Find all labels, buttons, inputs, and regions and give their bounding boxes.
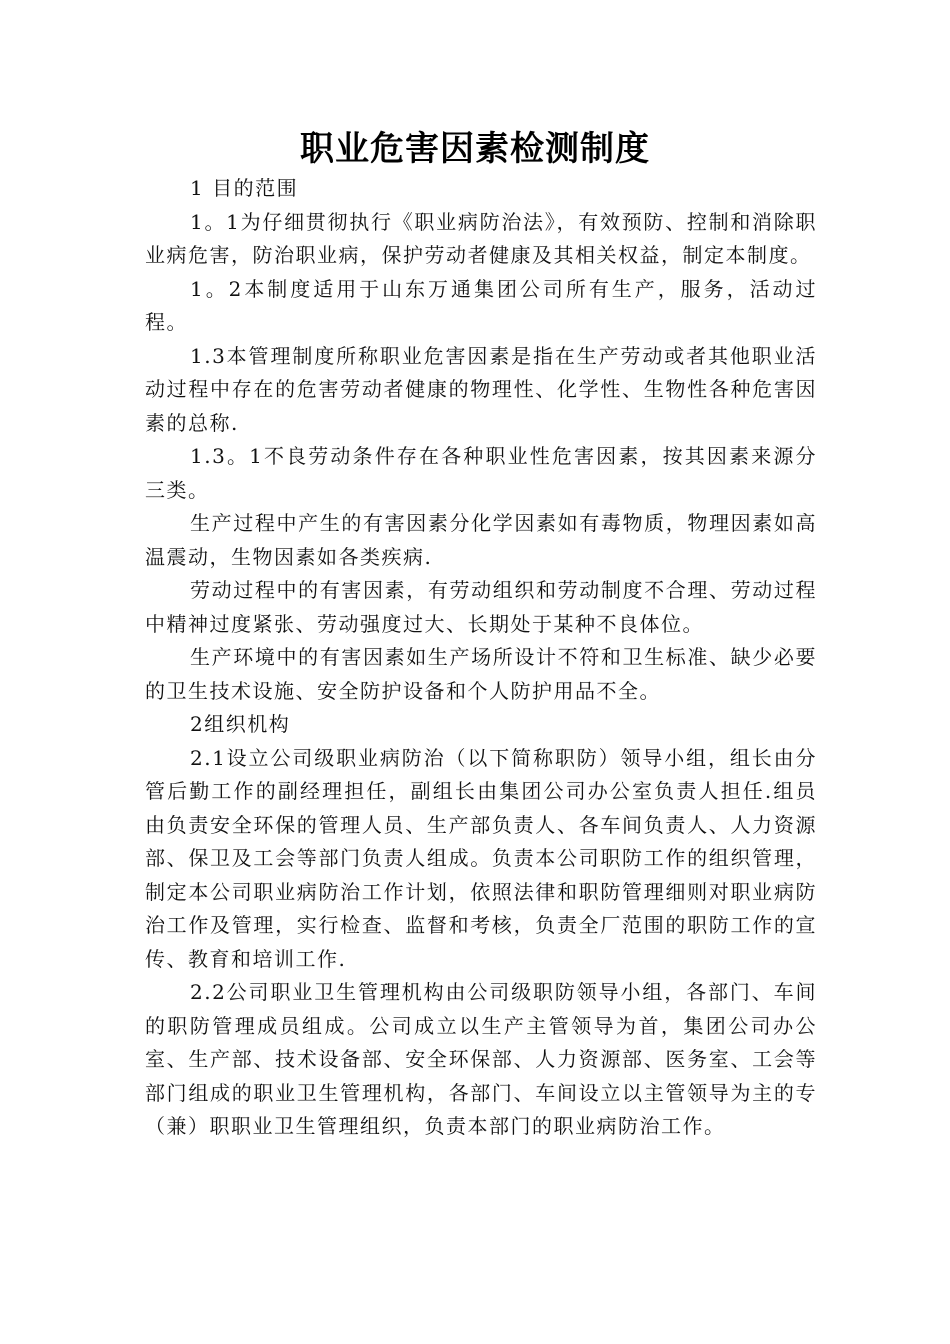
paragraph: 2.1设立公司级职业病防治（以下简称职防）领导小组，组长由分管后勤工作的副经理担任，副组长由集团公司办公室负责人担任.组员由负责安全环保的管理人员、生产部负责人、各车间负责人、人力资源部、保卫及工会等部门负责人组成。负责本公司职防工作的组织管理，制定本公司职业病防治工作计划，依照法律和职防管理细则对职业病防治工作及管理，实行检查、监督和考核，负责全厂范围的职防工作的宣传、教育和培训工作. xyxy=(145,745,817,971)
paragraph: 生产环境中的有害因素如生产场所设计不符和卫生标准、缺少必要的卫生技术设施、安全防护设备和个人防护用品不全。 xyxy=(145,645,817,703)
section-heading: 2组织机构 xyxy=(190,712,291,736)
paragraph: 2.2公司职业卫生管理机构由公司级职防领导小组，各部门、车间的职防管理成员组成。公司成立以生产主管领导为首，集团公司办公室、生产部、技术设备部、安全环保部、人力资源部、医务室、工会等部门组成的职业卫生管理机构，各部门、车间设立以主管领导为主的专（兼）职职业卫生管理组织，负责本部门的职业病防治工作。 xyxy=(145,980,817,1138)
document-body xyxy=(145,172,817,1144)
paragraph: 1。2本制度适用于山东万通集团公司所有生产，服务，活动过程。 xyxy=(145,276,817,334)
document-title: 职业危害因素检测制度 xyxy=(300,129,650,169)
paragraph: 劳动过程中的有害因素，有劳动组织和劳动制度不合理、劳动过程中精神过度紧张、劳动强度过大、长期处于某种不良体位。 xyxy=(145,578,817,636)
section-heading: 1 目的范围 xyxy=(190,176,299,200)
paragraph: 1.3本管理制度所称职业危害因素是指在生产劳动或者其他职业活动过程中存在的危害劳动者健康的物理性、化学性、生物性各种危害因素的总称. xyxy=(145,343,817,435)
paragraph: 生产过程中产生的有害因素分化学因素如有毒物质，物理因素如高温震动，生物因素如各类疾病. xyxy=(145,511,817,569)
paragraph: 1.3。1不良劳动条件存在各种职业性危害因素，按其因素来源分三类。 xyxy=(145,444,817,502)
paragraph: 1。1为仔细贯彻执行《职业病防治法》，有效预防、控制和消除职业病危害，防治职业病，保护劳动者健康及其相关权益，制定本制度。 xyxy=(145,209,817,267)
